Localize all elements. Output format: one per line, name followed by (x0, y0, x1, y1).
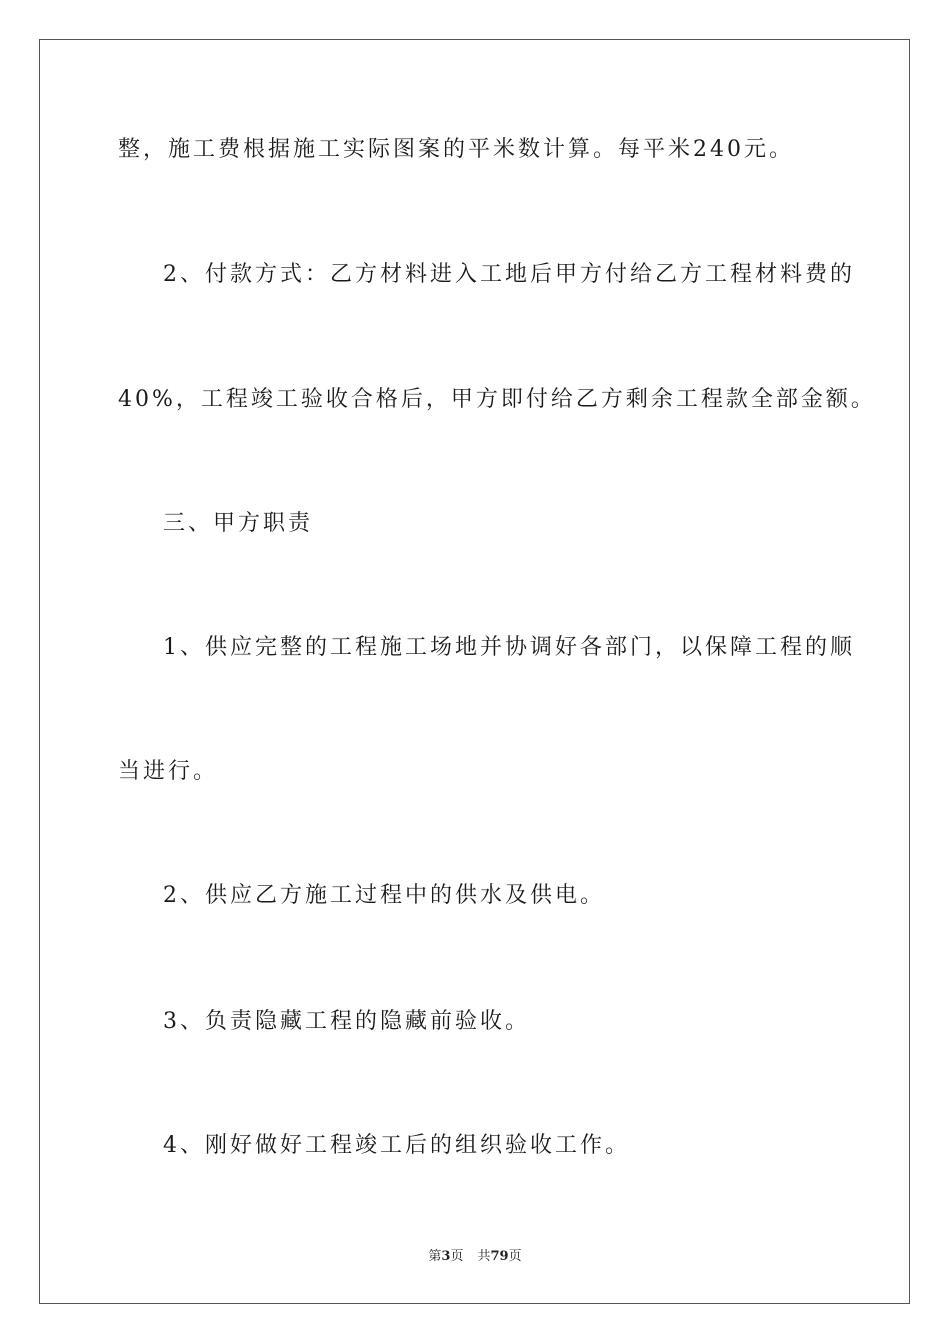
page-prefix: 第 (428, 1249, 442, 1264)
paragraph-line: 3、负责隐藏工程的隐藏前验收。 (163, 1009, 530, 1034)
page-footer (0, 1249, 950, 1265)
paragraph-line: 4、刚好做好工程竣工后的组织验收工作。 (163, 1133, 630, 1158)
total-prefix: 共 (477, 1249, 491, 1264)
paragraph-line: 2、供应乙方施工过程中的供水及供电。 (163, 883, 605, 908)
section-heading: 三、甲方职责 (163, 511, 314, 536)
page-number: 3 (441, 1249, 451, 1264)
paragraph-line: 当进行。 (118, 759, 219, 784)
paragraph-line: 2、付款方式：乙方材料进入工地后甲方付给乙方工程材料费的 (163, 262, 855, 287)
page-border (39, 39, 910, 1304)
paragraph-line: 整，施工费根据施工实际图案的平米数计算。每平米240元。 (118, 137, 794, 162)
total-suffix: 页 (508, 1249, 522, 1264)
paragraph-line: 40%，工程竣工验收合格后，甲方即付给乙方剩余工程款全部金额。 (118, 387, 876, 412)
total-pages: 79 (490, 1249, 509, 1264)
paragraph-line: 1、供应完整的工程施工场地并协调好各部门，以保障工程的顺 (163, 635, 855, 660)
page-suffix: 页 (450, 1249, 464, 1264)
